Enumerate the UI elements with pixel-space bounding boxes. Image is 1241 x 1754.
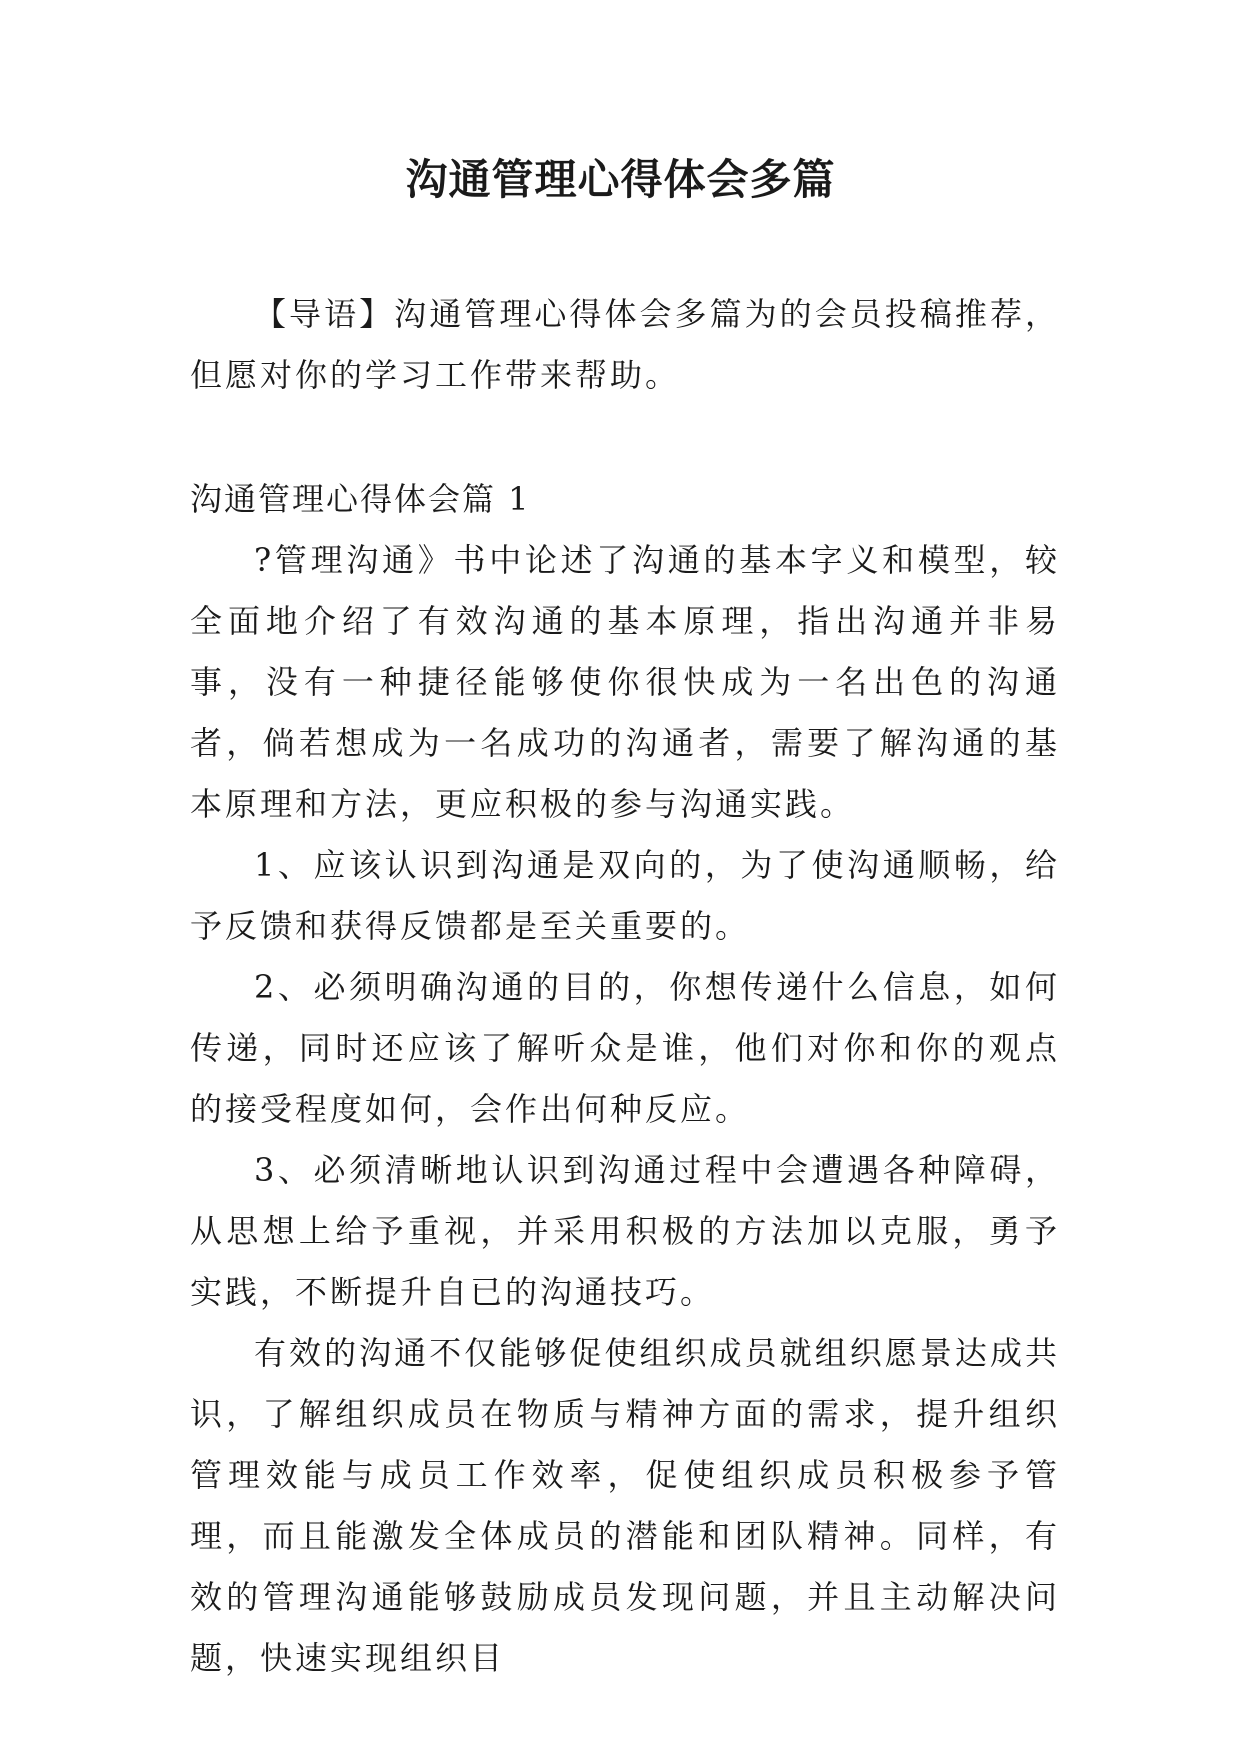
section-heading: 沟通管理心得体会篇 1 [190, 480, 531, 518]
body-paragraph: ?管理沟通》书中论述了沟通的基本字义和模型，较全面地介绍了有效沟通的基本原理，指出沟通并非易事，没有一种捷径能够使你很快成为一名出色的沟通者，倘若想成为一名成功的沟通者，需要了解沟通的基本原理和方法，更应积极的参与沟通实践。 [190, 541, 1060, 823]
body-paragraph: 2、必须明确沟通的目的，你想传递什么信息，如何传递，同时还应该了解听众是谁，他们对你和你的观点的接受程度如何，会作出何种反应。 [190, 968, 1060, 1128]
document-body [190, 284, 1060, 1689]
body-paragraph: 3、必须清晰地认识到沟通过程中会遭遇各种障碍，从思想上给予重视，并采用积极的方法加以克服，勇予实践，不断提升自已的沟通技巧。 [190, 1151, 1060, 1311]
body-paragraph: 有效的沟通不仅能够促使组织成员就组织愿景达成共识，了解组织成员在物质与精神方面的需求，提升组织管理效能与成员工作效率，促使组织成员积极参予管理，而且能激发全体成员的潜能和团队精神。同样，有效的管理沟通能够鼓励成员发现问题，并且主动解决问题，快速实现组织目 [190, 1334, 1060, 1677]
body-paragraph: 1、应该认识到沟通是双向的，为了使沟通顺畅，给予反馈和获得反馈都是至关重要的。 [190, 846, 1060, 945]
intro-paragraph: 【导语】沟通管理心得体会多篇为的会员投稿推荐，但愿对你的学习工作带来帮助。 [190, 295, 1060, 394]
document-title: 沟通管理心得体会多篇 [405, 155, 836, 204]
